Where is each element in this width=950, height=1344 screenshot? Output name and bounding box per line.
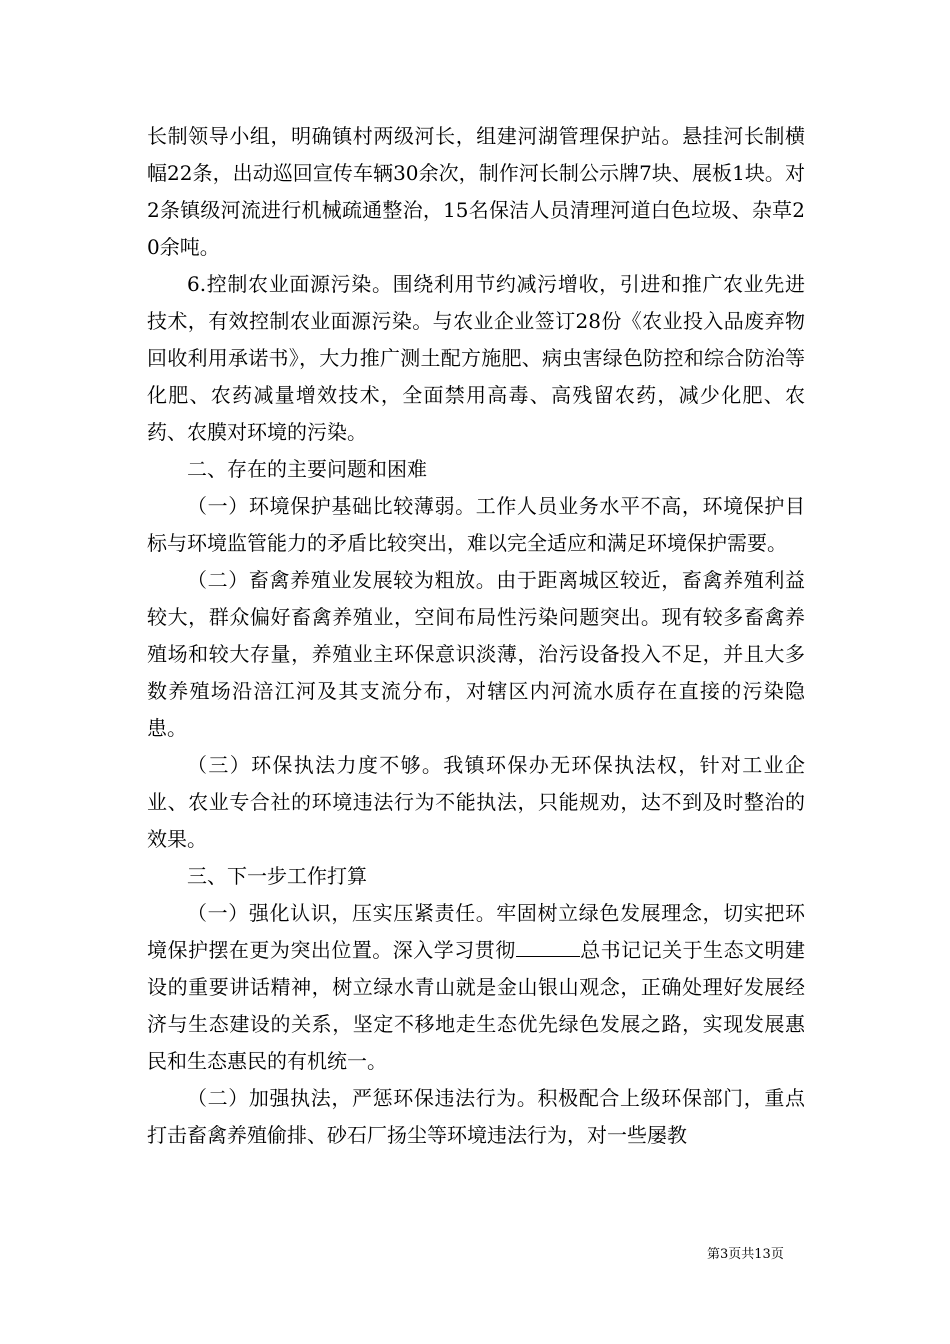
document-body: [147, 118, 805, 1154]
paragraph-problem-2: （二）畜禽养殖业发展较为粗放。由于距离城区较近，畜禽养殖利益较大，群众偏好畜禽养殖业，空间布局性污染问题突出。现有较多畜禽养殖场和较大存量，养殖业主环保意识淡薄，治污设备投入不足，并且大多数养殖场沿涪江河及其支流分布，对辖区内河流水质存在直接的污染隐患。: [147, 568, 805, 740]
section-heading-problems: 二、存在的主要问题和困难: [187, 457, 427, 481]
paragraph-plan-1: [147, 895, 805, 1080]
paragraph-agricultural-pollution: 6.控制农业面源污染。围绕利用节约减污增收，引进和推广农业先进技术，有效控制农业面源污染。与农业企业签订28份《农业投入品废弃物回收利用承诺书》，大力推广测土配方施肥、病虫害绿色防控和综合防治等化肥、农药减量增效技术，全面禁用高毒、高残留农药，减少化肥、农药、农膜对环境的污染。: [147, 272, 805, 444]
plan-1-text-after: 总书记记关于生态文明建设的重要讲话精神，树立绿水青山就是金山银山观念，正确处理好发展经济与生态建设的关系，坚定不移地走生态优先绿色发展之路，实现发展惠民和生态惠民的有机统一。: [147, 938, 806, 1073]
paragraph-problem-3: （三）环保执法力度不够。我镇环保办无环保执法权，针对工业企业、农业专合社的环境违法行为不能执法，只能规劝，达不到及时整治的效果。: [147, 753, 805, 851]
blank-underline: [516, 938, 580, 957]
paragraph-problem-1: （一）环境保护基础比较薄弱。工作人员业务水平不高，环境保护目标与环境监管能力的矛盾比较突出，难以完全适应和满足环境保护需要。: [147, 494, 805, 555]
section-heading-next-steps: 三、下一步工作打算: [187, 864, 367, 888]
paragraph-plan-2: （二）加强执法，严惩环保违法行为。积极配合上级环保部门，重点打击畜禽养殖偷排、砂石厂扬尘等环境违法行为，对一些屡教: [147, 1086, 805, 1147]
paragraph-river-chief: 长制领导小组，明确镇村两级河长，组建河湖管理保护站。悬挂河长制横幅22条，出动巡回宣传车辆30余次，制作河长制公示牌7块、展板1块。对2条镇级河流进行机械疏通整治，15名保洁人员清理河道白色垃圾、杂草20余吨。: [147, 124, 805, 259]
plan-1-text-before: （一）强化认识，压实压紧责任。牢固树立绿色发展理念，切实把环境保护摆在更为突出位置。深入学习贯彻: [147, 901, 805, 962]
page-number-footer: 第3页共13页: [707, 1247, 784, 1262]
